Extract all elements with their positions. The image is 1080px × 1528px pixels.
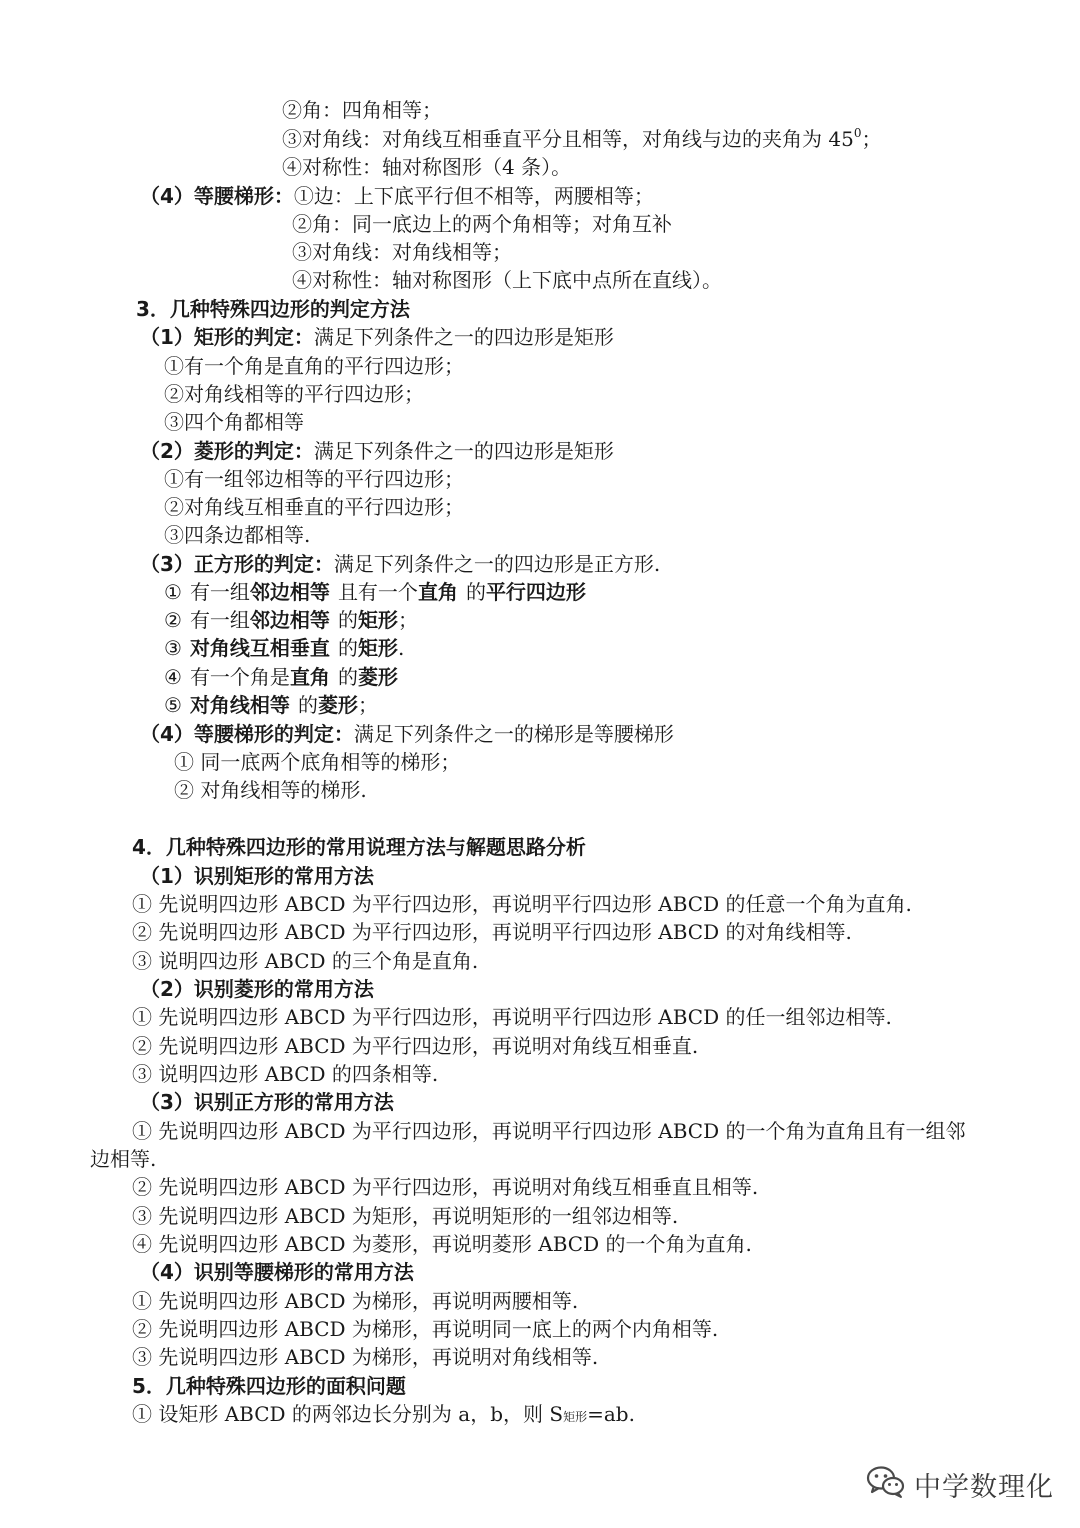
list-item: ①有一组邻边相等的平行四边形； — [164, 467, 464, 491]
square-criterion-1: ① 有一组邻边相等 且有一个直角 的平行四边形 — [164, 580, 586, 604]
list-item: ③ 先说明四边形 ABCD 为矩形，再说明矩形的一组邻边相等. — [132, 1204, 679, 1228]
square-criterion-5: ⑤ 对角线相等 的菱形； — [164, 693, 378, 717]
square-symmetry-prop: ④对称性：轴对称图形（4 条）。 — [282, 155, 572, 179]
list-item: ④ 先说明四边形 ABCD 为菱形，再说明菱形 ABCD 的一个角为直角. — [132, 1232, 752, 1256]
square-criterion-3: ③ 对角线互相垂直 的矩形. — [164, 636, 405, 660]
list-item: ③ 先说明四边形 ABCD 为梯形，再说明对角线相等. — [132, 1345, 599, 1369]
trapezoid-criteria-heading: （4）等腰梯形的判定：满足下列条件之一的梯形是等腰梯形 — [140, 722, 674, 746]
trapezoid-props-first: （4）等腰梯形：①边：上下底平行但不相等，两腰相等； — [140, 184, 654, 208]
watermark — [866, 1462, 1054, 1506]
square-methods-heading: （3）识别正方形的常用方法 — [140, 1090, 394, 1114]
area-formula-item: ① 设矩形 ABCD 的两邻边长分别为 a，b，则 S矩形=ab. — [132, 1402, 635, 1426]
list-item: ③ 说明四边形 ABCD 的三个角是直角. — [132, 949, 479, 973]
rect-methods-heading: （1）识别矩形的常用方法 — [140, 864, 374, 888]
section5-title: 5．几种特殊四边形的面积问题 — [132, 1374, 406, 1398]
list-item: ① 同一底两个底角相等的梯形； — [174, 750, 461, 774]
list-item: ② 对角线相等的梯形. — [174, 778, 367, 802]
list-item: ①有一个角是直角的平行四边形； — [164, 354, 464, 378]
watermark-text: 中学数理化 — [914, 1471, 1054, 1503]
rect-criteria-heading: （1）矩形的判定：满足下列条件之一的四边形是矩形 — [140, 325, 614, 349]
square-criteria-heading: （3）正方形的判定：满足下列条件之一的四边形是正方形. — [140, 552, 661, 576]
trapezoid-props-heading: （4）等腰梯形： — [140, 184, 294, 208]
trapezoid-angle-prop: ②角：同一底边上的两个角相等；对角互补 — [292, 212, 672, 236]
list-item: ① 先说明四边形 ABCD 为平行四边形，再说明平行四边形 ABCD 的任意一个角为直角. — [132, 892, 912, 916]
trapezoid-methods-heading: （4）识别等腰梯形的常用方法 — [140, 1260, 414, 1284]
list-item: ③ 说明四边形 ABCD 的四条相等. — [132, 1062, 439, 1086]
list-item: ① 先说明四边形 ABCD 为梯形，再说明两腰相等. — [132, 1289, 579, 1313]
list-item: ① 先说明四边形 ABCD 为平行四边形，再说明平行四边形 ABCD 的任一组邻边相等. — [132, 1005, 892, 1029]
list-item: ② 先说明四边形 ABCD 为平行四边形，再说明对角线互相垂直且相等. — [132, 1175, 759, 1199]
trapezoid-diagonal-prop: ③对角线：对角线相等； — [292, 240, 512, 264]
list-item: ② 先说明四边形 ABCD 为平行四边形，再说明对角线互相垂直. — [132, 1034, 699, 1058]
list-item: ③四个角都相等 — [164, 410, 304, 434]
list-item: ③四条边都相等. — [164, 523, 311, 547]
square-criterion-4: ④ 有一个角是直角 的菱形 — [164, 665, 398, 689]
trapezoid-symmetry-prop: ④对称性：轴对称图形（上下底中点所在直线）。 — [292, 268, 722, 292]
list-item: ② 先说明四边形 ABCD 为梯形，再说明同一底上的两个内角相等. — [132, 1317, 719, 1341]
square-diagonal-prop: ③对角线：对角线互相垂直平分且相等，对角线与边的夹角为 $45^0$； — [282, 126, 882, 151]
list-item: ②对角线相等的平行四边形； — [164, 382, 424, 406]
list-item-continuation: 边相等. — [90, 1147, 157, 1171]
wechat-icon — [866, 1464, 906, 1504]
square-criterion-2: ② 有一组邻边相等 的矩形； — [164, 608, 418, 632]
list-item: ②对角线互相垂直的平行四边形； — [164, 495, 464, 519]
list-item: ② 先说明四边形 ABCD 为平行四边形，再说明平行四边形 ABCD 的对角线相等. — [132, 920, 852, 944]
section4-title: 4．几种特殊四边形的常用说理方法与解题思路分析 — [132, 835, 586, 859]
square-angle-prop: ②角：四角相等； — [282, 98, 442, 122]
rhombus-methods-heading: （2）识别菱形的常用方法 — [140, 977, 374, 1001]
section3-title: 3．几种特殊四边形的判定方法 — [136, 297, 410, 321]
list-item: ① 先说明四边形 ABCD 为平行四边形，再说明平行四边形 ABCD 的一个角为直角且有一组邻 — [132, 1119, 966, 1143]
rhombus-criteria-heading: （2）菱形的判定：满足下列条件之一的四边形是矩形 — [140, 439, 614, 463]
